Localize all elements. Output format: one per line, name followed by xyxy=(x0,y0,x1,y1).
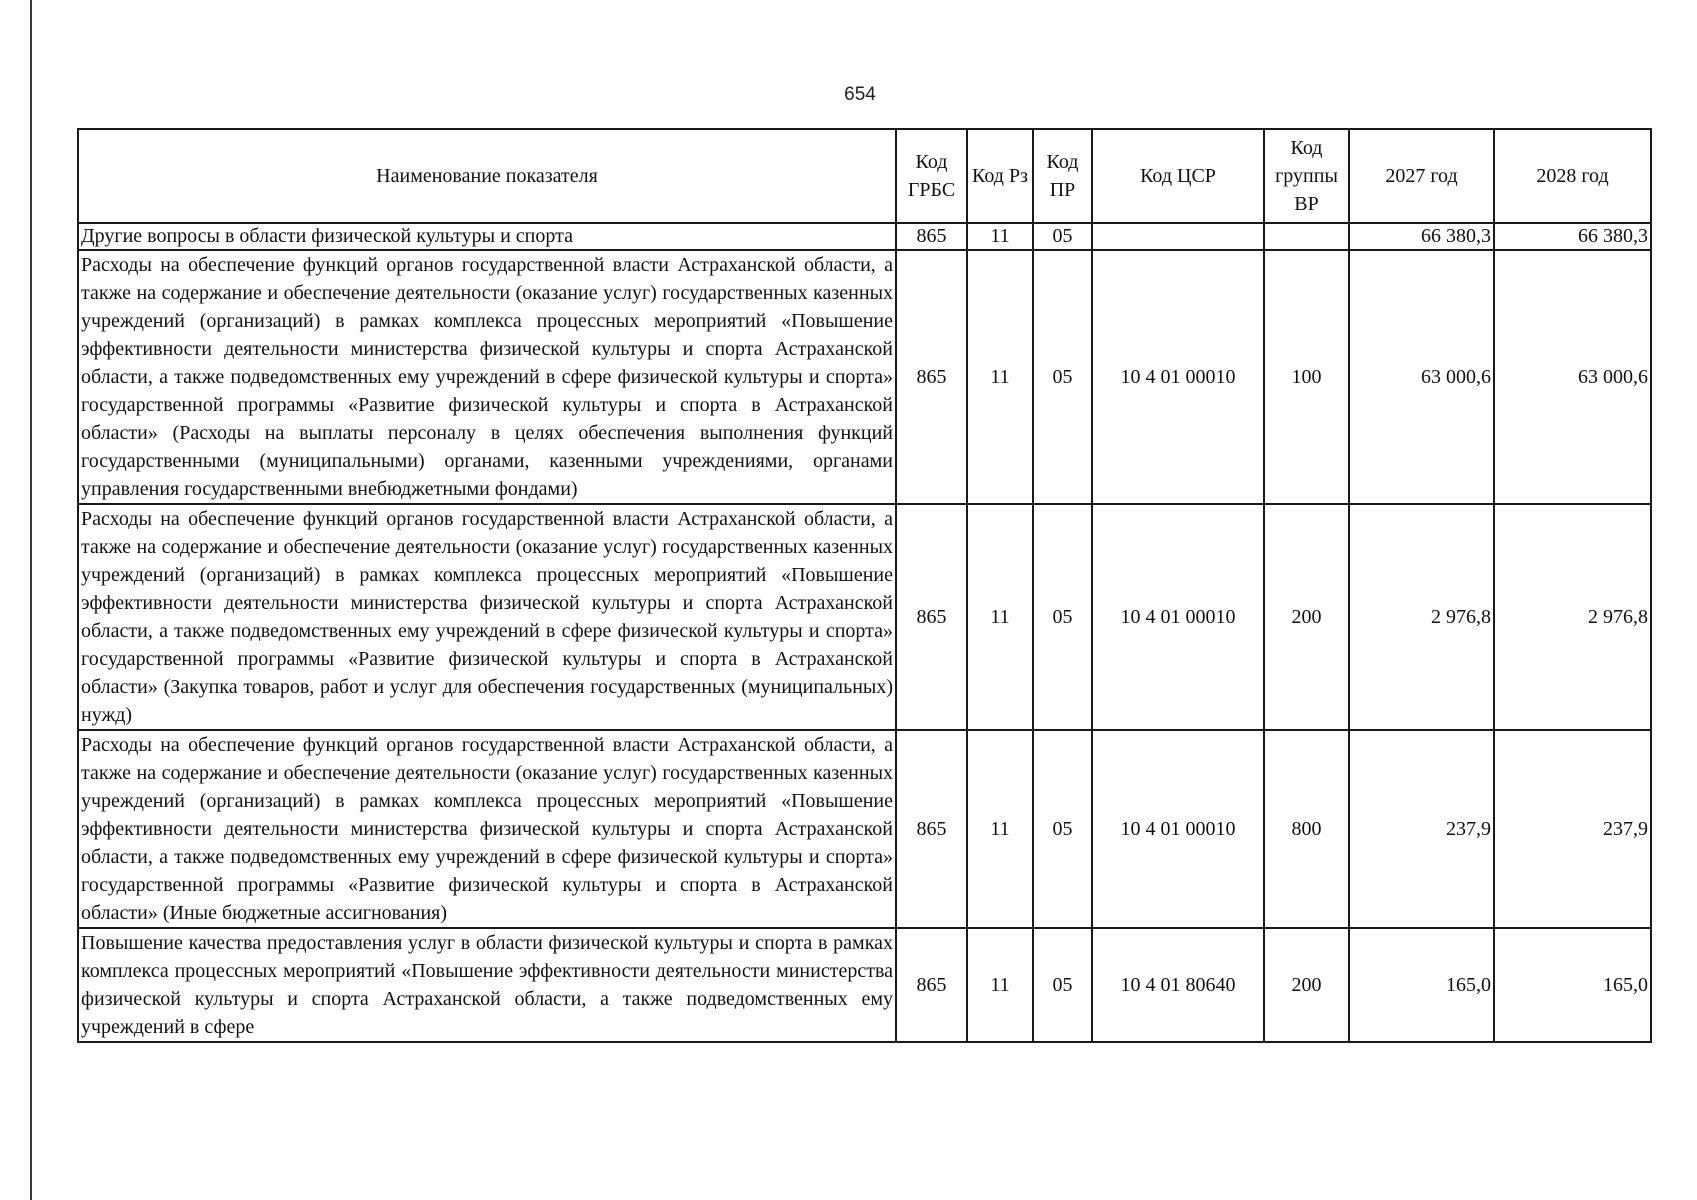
row-vr: 800 xyxy=(1264,730,1349,928)
row-rz: 11 xyxy=(967,223,1033,250)
row-grbs: 865 xyxy=(896,250,967,504)
row-name: Расходы на обеспечение функций органов государственной власти Астраханской области, а также на содержание и обеспечение деятельности (оказание услуг) государственных казенных учреждений (организаций) в рамках комплекса процессных мероприятий «Повышение эффективности деятельности министерства физической культуры и спорта Астраханской области, а также подведомственных ему учреждений в сфере физической культуры и спорта» государственной программы «Развитие физической культуры и спорта в Астраханской области» (Закупка товаров, работ и услуг для обеспечения государственных (муниципальных) нужд) xyxy=(78,504,896,730)
table-row xyxy=(78,928,1651,1042)
header-vr: Код группы ВР xyxy=(1264,129,1349,223)
row-amount-2027: 63 000,6 xyxy=(1349,250,1494,504)
row-amount-2027: 66 380,3 xyxy=(1349,223,1494,250)
row-pr: 05 xyxy=(1033,250,1092,504)
row-grbs: 865 xyxy=(896,730,967,928)
page-number: 654 xyxy=(844,84,876,105)
row-rz: 11 xyxy=(967,928,1033,1042)
row-amount-2028: 63 000,6 xyxy=(1494,250,1651,504)
row-amount-2027: 2 976,8 xyxy=(1349,504,1494,730)
table-row xyxy=(78,250,1651,504)
row-csr: 10 4 01 00010 xyxy=(1092,730,1264,928)
row-vr: 100 xyxy=(1264,250,1349,504)
row-amount-2027: 237,9 xyxy=(1349,730,1494,928)
table-row xyxy=(78,504,1651,730)
row-vr: 200 xyxy=(1264,928,1349,1042)
row-name: Другие вопросы в области физической культуры и спорта xyxy=(78,223,896,250)
header-row xyxy=(78,129,1651,223)
header-rz: Код Рз xyxy=(967,129,1033,223)
row-grbs: 865 xyxy=(896,928,967,1042)
row-name: Расходы на обеспечение функций органов государственной власти Астраханской области, а также на содержание и обеспечение деятельности (оказание услуг) государственных казенных учреждений (организаций) в рамках комплекса процессных мероприятий «Повышение эффективности деятельности министерства физической культуры и спорта Астраханской области, а также подведомственных ему учреждений в сфере физической культуры и спорта» государственной программы «Развитие физической культуры и спорта в Астраханской области» (Иные бюджетные ассигнования) xyxy=(78,730,896,928)
row-amount-2028: 2 976,8 xyxy=(1494,504,1651,730)
row-csr: 10 4 01 00010 xyxy=(1092,250,1264,504)
header-2028: 2028 год xyxy=(1494,129,1651,223)
row-pr: 05 xyxy=(1033,504,1092,730)
row-amount-2027: 165,0 xyxy=(1349,928,1494,1042)
row-name: Повышение качества предоставления услуг в области физической культуры и спорта в рамках комплекса процессных мероприятий «Повышение эффективности деятельности министерства физической культуры и спорта Астраханской области, а также подведомственных ему учреждений в сфере xyxy=(78,928,896,1042)
row-csr: 10 4 01 80640 xyxy=(1092,928,1264,1042)
row-vr: 200 xyxy=(1264,504,1349,730)
row-name: Расходы на обеспечение функций органов государственной власти Астраханской области, а также на содержание и обеспечение деятельности (оказание услуг) государственных казенных учреждений (организаций) в рамках комплекса процессных мероприятий «Повышение эффективности деятельности министерства физической культуры и спорта Астраханской области, а также подведомственных ему учреждений в сфере физической культуры и спорта» государственной программы «Развитие физической культуры и спорта в Астраханской области» (Расходы на выплаты персоналу в целях обеспечения выполнения функций государственными (муниципальными) органами, казенными учреждениями, органами управления государственными внебюджетными фондами) xyxy=(78,250,896,504)
scan-margin-line xyxy=(30,0,32,1200)
row-rz: 11 xyxy=(967,250,1033,504)
row-pr: 05 xyxy=(1033,928,1092,1042)
table-row xyxy=(78,223,1651,250)
row-rz: 11 xyxy=(967,730,1033,928)
header-grbs: Код ГРБС xyxy=(896,129,967,223)
row-amount-2028: 66 380,3 xyxy=(1494,223,1651,250)
row-csr: 10 4 01 00010 xyxy=(1092,504,1264,730)
header-name: Наименование показателя xyxy=(78,129,896,223)
row-grbs: 865 xyxy=(896,223,967,250)
header-pr: Код ПР xyxy=(1033,129,1092,223)
row-pr: 05 xyxy=(1033,223,1092,250)
row-amount-2028: 165,0 xyxy=(1494,928,1651,1042)
header-2027: 2027 год xyxy=(1349,129,1494,223)
row-pr: 05 xyxy=(1033,730,1092,928)
row-vr xyxy=(1264,223,1349,250)
row-rz: 11 xyxy=(967,504,1033,730)
budget-table xyxy=(77,128,1652,1043)
header-csr: Код ЦСР xyxy=(1092,129,1264,223)
row-amount-2028: 237,9 xyxy=(1494,730,1651,928)
table-row xyxy=(78,730,1651,928)
row-grbs: 865 xyxy=(896,504,967,730)
row-csr xyxy=(1092,223,1264,250)
